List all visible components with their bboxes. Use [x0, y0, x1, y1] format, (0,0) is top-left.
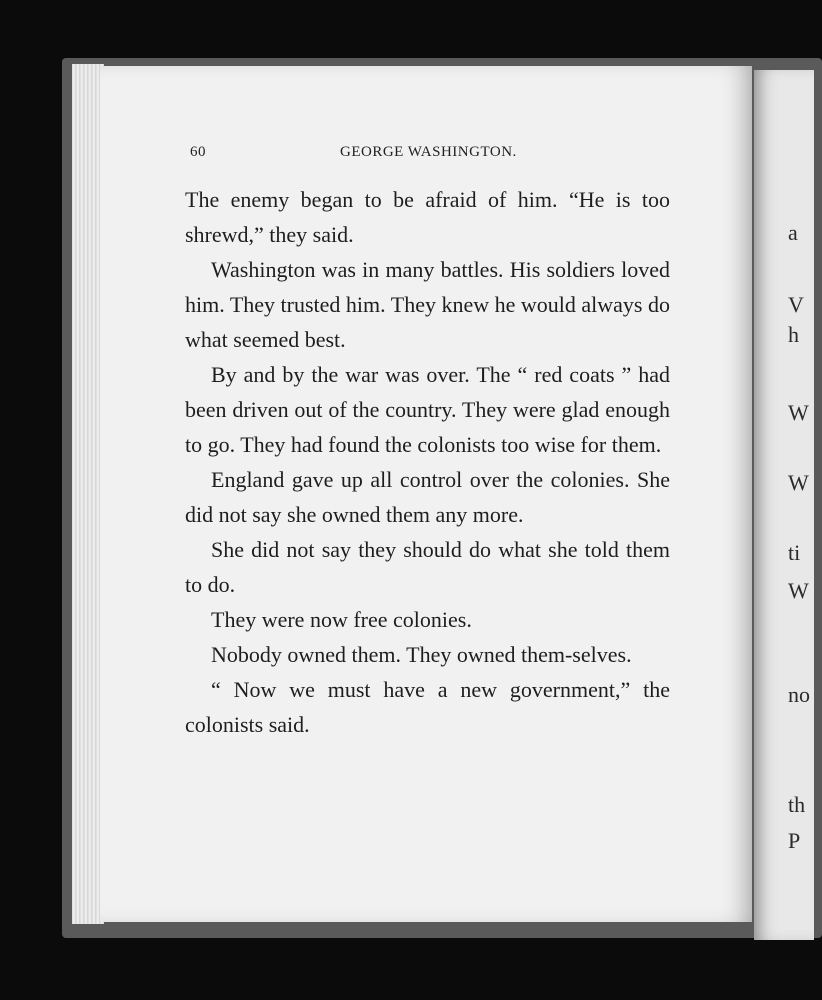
paragraph: She did not say they should do what she told them to do.	[185, 537, 670, 597]
page-number: 60	[190, 144, 206, 160]
running-title: GEORGE WASHINGTON.	[340, 144, 517, 160]
body-text	[185, 182, 670, 742]
facing-text-fragment: no	[788, 682, 810, 707]
facing-text-fragment: W	[788, 578, 809, 603]
facing-page	[754, 70, 814, 940]
paragraph: “ Now we must have a new government,” the colonists said.	[185, 677, 670, 737]
facing-text-fragment: V	[788, 292, 804, 317]
paragraph: England gave up all control over the colonies. She did not say she owned them any more.	[185, 467, 670, 527]
facing-text-fragment: W	[788, 470, 809, 495]
paragraph: The enemy began to be afraid of him. “He is too shrewd,” they said.	[185, 187, 670, 247]
facing-text-fragment: a	[788, 220, 798, 245]
left-page	[100, 66, 752, 922]
facing-text-fragment: h	[788, 322, 799, 347]
facing-text-fragment: th	[788, 792, 806, 817]
paragraph: Nobody owned them. They owned them-selves.	[211, 642, 632, 667]
facing-text-fragment: W	[788, 400, 809, 425]
paragraph: By and by the war was over. The “ red coats ” had been driven out of the country. They were glad enough to go. They had found the colonists too wise for them.	[185, 362, 670, 457]
paragraph: They were now free colonies.	[211, 607, 472, 632]
facing-text-fragment: ti	[788, 540, 801, 565]
facing-text-fragment: P	[788, 828, 801, 853]
paragraph: Washington was in many battles. His soldiers loved him. They trusted him. They knew he would always do what seemed best.	[185, 257, 670, 352]
